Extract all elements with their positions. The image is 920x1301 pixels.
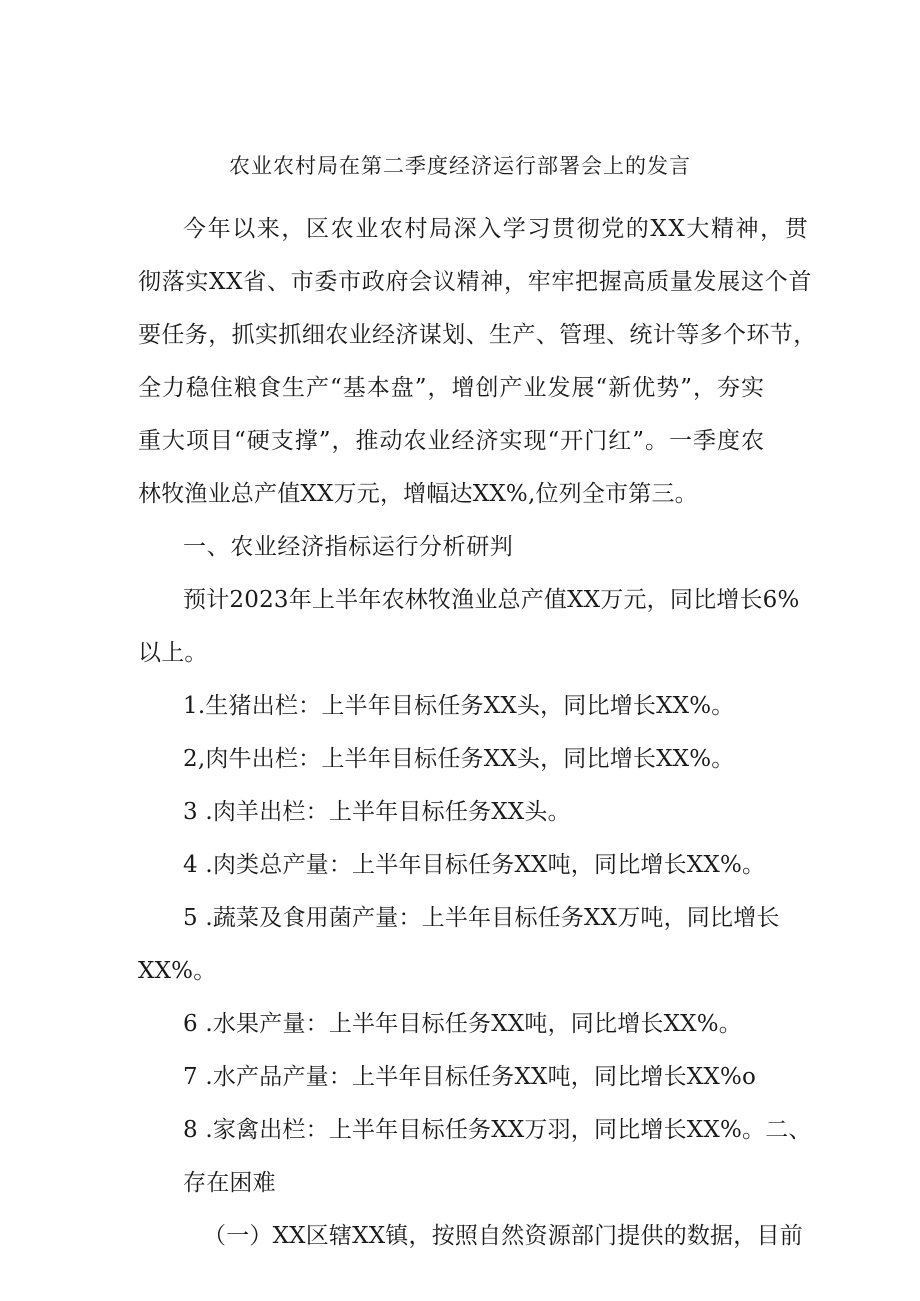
text-line-3: 要任务，抓实抓细农业经济谋划、生产、管理、统计等多个环节， [138, 322, 817, 348]
list-item-4: 4 .肉类总产量：上半年目标任务XX吨，同比增长XX%。 [183, 852, 766, 878]
list-item-5-cont: XX%。 [138, 958, 217, 984]
list-item-5: 5 .蔬菜及食用菌产量：上半年目标任务XX万吨，同比增长 [183, 905, 780, 931]
section-heading-2: 存在困难 [183, 1170, 276, 1196]
list-item-3: 3 .肉羊出栏：上半年目标任务XX头。 [183, 799, 571, 825]
subsection-line-1: （一）XX区辖XX镇，按照自然资源部门提供的数据，目前 [203, 1223, 803, 1249]
list-item-1: 1.生猪出栏：上半年目标任务XX头，同比增长XX%。 [183, 693, 735, 719]
section-heading-1: 一、农业经济指标运行分析研判 [183, 534, 514, 560]
list-item-6: 6 .水果产量：上半年目标任务XX吨，同比增长XX%。 [183, 1011, 743, 1037]
text-line-2: 彻落实XX省、市委市政府会议精神，牢牢把握高质量发展这个首 [138, 269, 813, 295]
text-line-1: 今年以来，区农业农村局深入学习贯彻党的XX大精神，贯 [183, 216, 810, 242]
text-line-8: 预计2023年上半年农林牧渔业总产值XX万元，同比增长6% [183, 587, 800, 613]
text-line-6: 林牧渔业总产值XX万元，增幅达XX%,位列全市第三。 [138, 481, 698, 507]
text-line-4: 全力稳住粮食生产“基本盘”，增创产业发展“新优势”，夯实 [138, 375, 766, 401]
document-title: 农业农村局在第二季度经济运行部署会上的发言 [229, 154, 691, 178]
text-line-5: 重大项目“硬支撑”，推动农业经济实现“开门红”。一季度农 [138, 428, 766, 454]
text-line-9: 以上。 [138, 640, 208, 666]
list-item-8: 8 .家禽出栏：上半年目标任务XX万羽，同比增长XX%。二、 [183, 1117, 812, 1143]
list-item-2: 2,肉牛出栏：上半年目标任务XX头，同比增长XX%。 [183, 746, 735, 772]
list-item-7: 7 .水产品产量：上半年目标任务XX吨，同比增长XX%o [183, 1064, 757, 1090]
